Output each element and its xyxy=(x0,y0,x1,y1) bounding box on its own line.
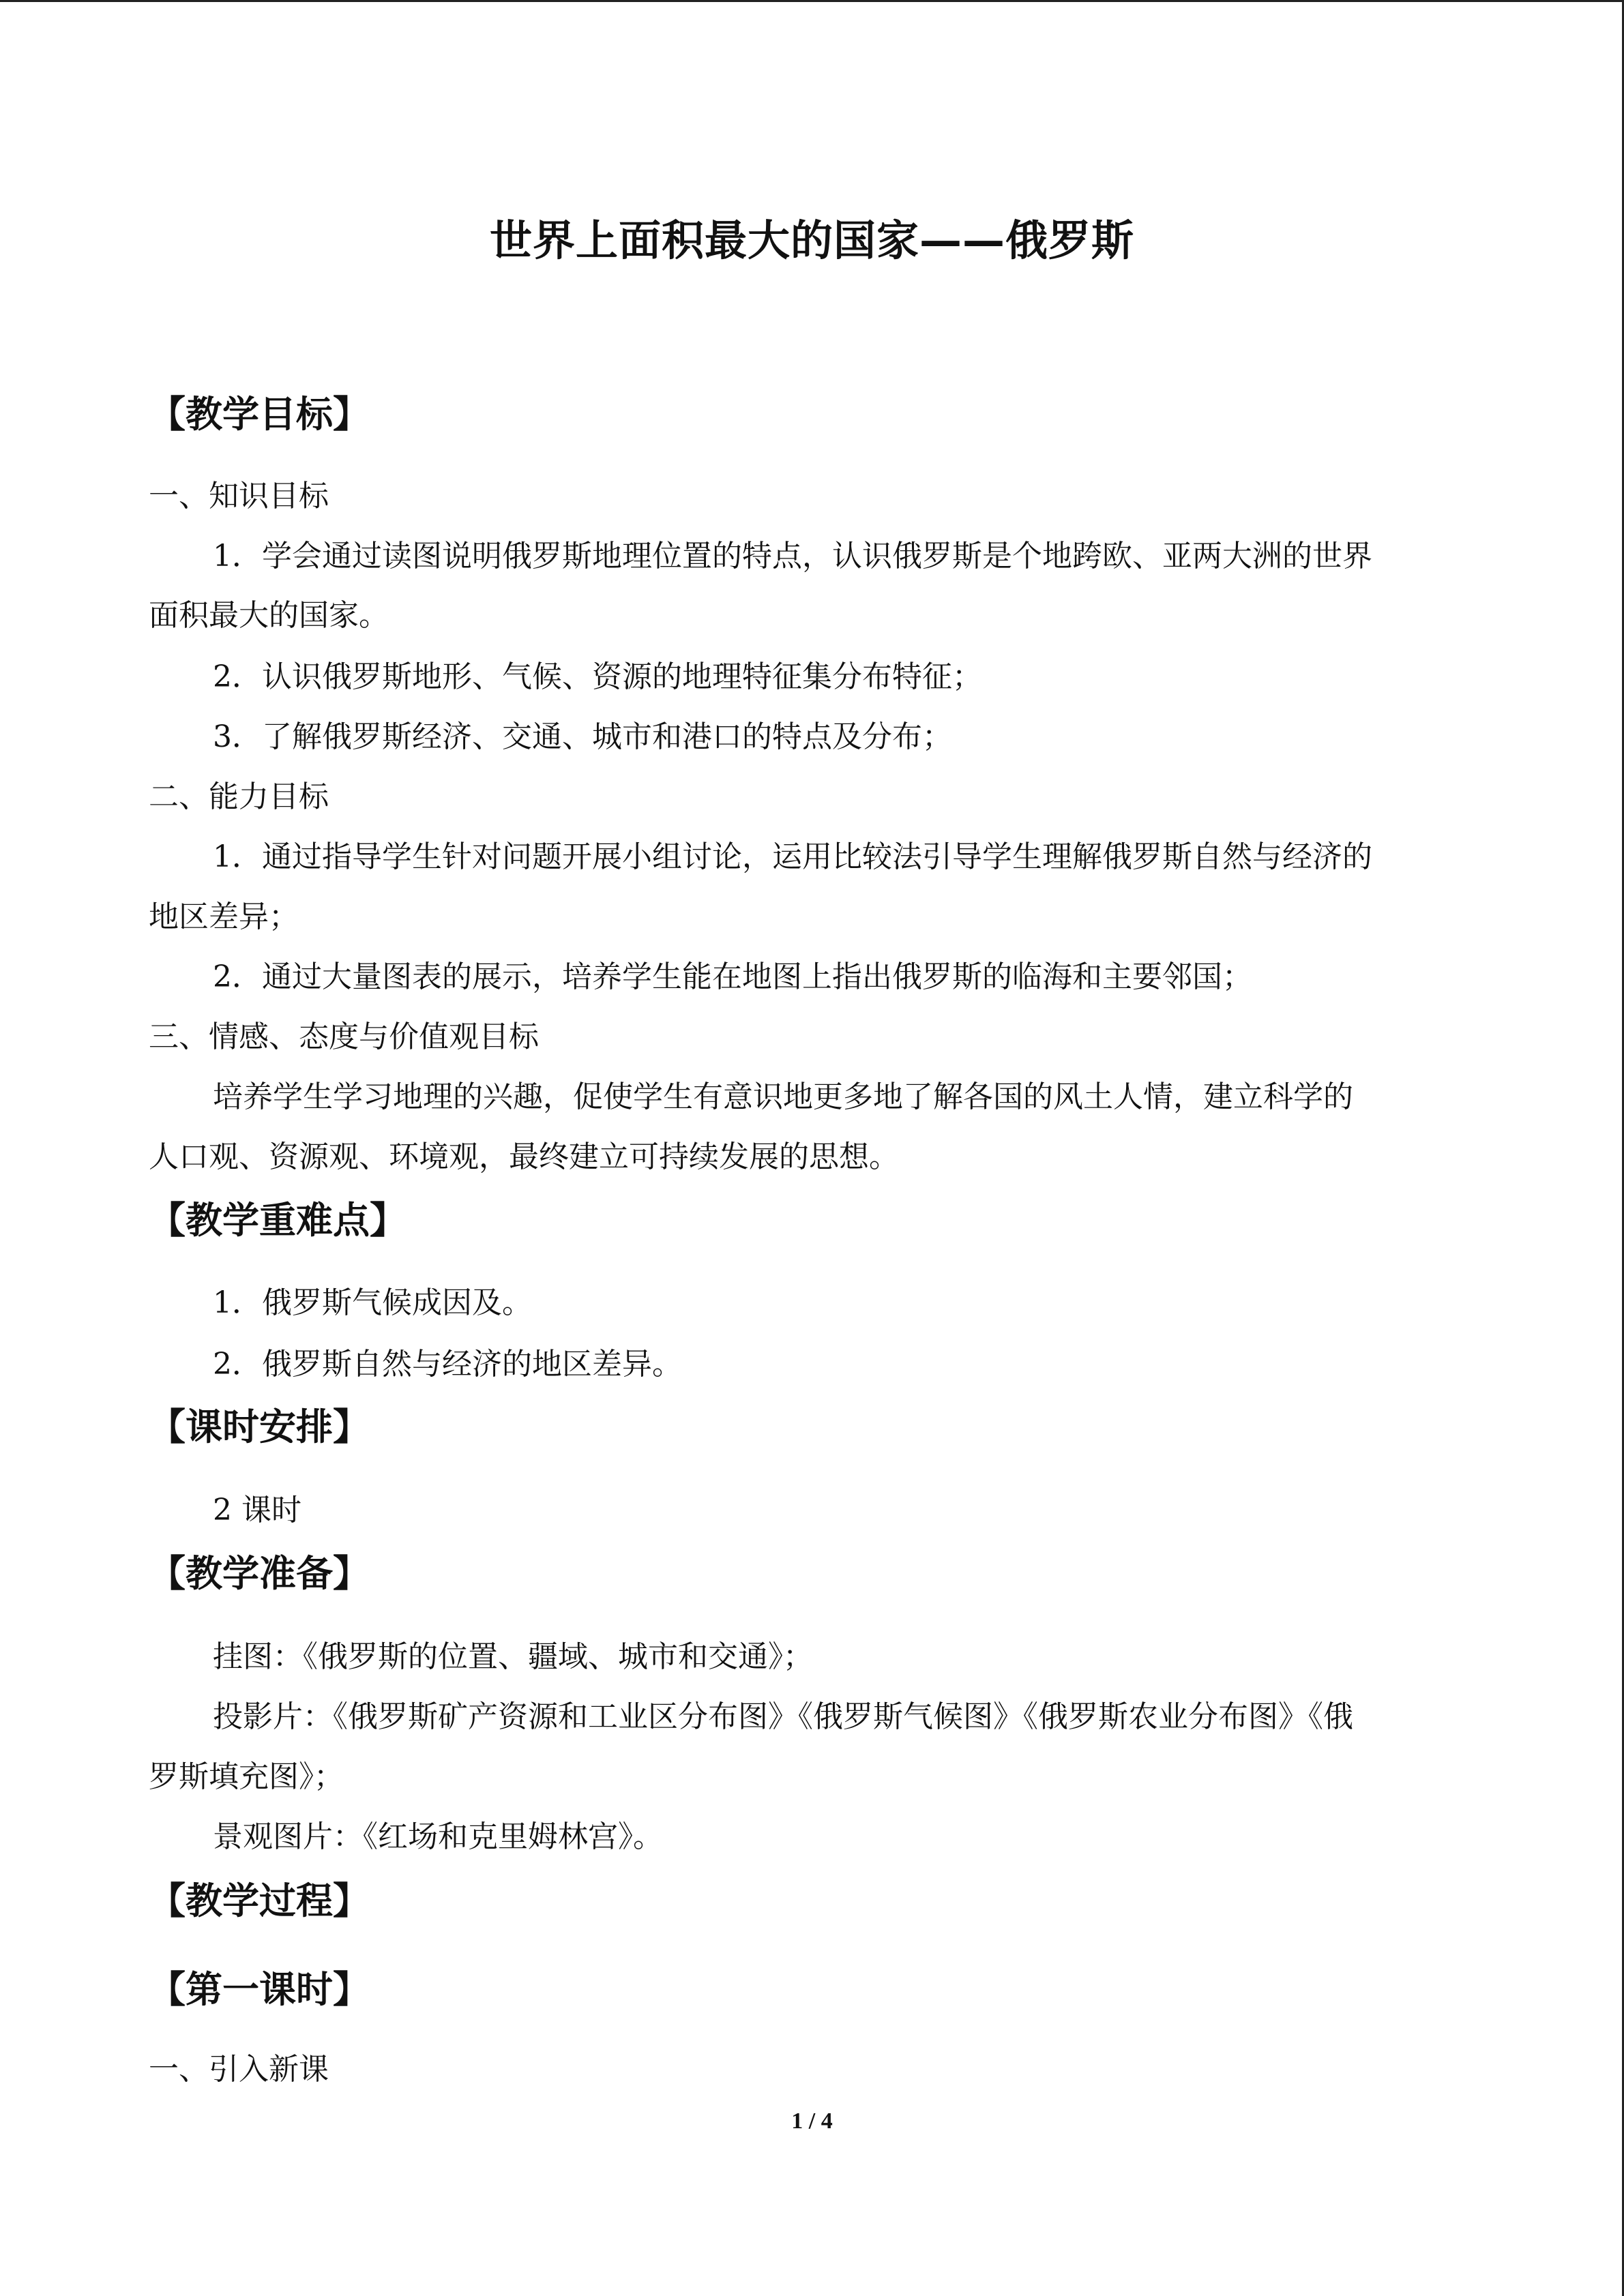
section-heading-lesson1: 【第一课时】 xyxy=(149,1968,370,2011)
ability-goal-1-line1: 1．通过指导学生针对问题开展小组讨论，运用比较法引导学生理解俄罗斯自然与经济的 xyxy=(213,839,1372,874)
knowledge-goal-2: 2．认识俄罗斯地形、气候、资源的地理特征集分布特征； xyxy=(213,659,982,694)
section-heading-keypoints: 【教学重难点】 xyxy=(149,1199,407,1242)
preparation-wall-chart: 挂图：《俄罗斯的位置、疆域、城市和交通》； xyxy=(213,1639,813,1674)
preparation-slides-line2: 罗斯填充图》； xyxy=(149,1759,344,1794)
preparation-pictures: 景观图片：《红场和克里姆林宫》。 xyxy=(213,1819,663,1854)
section-heading-preparation: 【教学准备】 xyxy=(149,1552,370,1595)
lesson1-step1: 一、引入新课 xyxy=(149,2052,329,2087)
knowledge-goal-3: 3．了解俄罗斯经济、交通、城市和港口的特点及分布； xyxy=(213,719,952,754)
emotion-goals-label: 三、情感、态度与价值观目标 xyxy=(149,1019,539,1054)
emotion-goal-line2: 人口观、资源观、环境观，最终建立可持续发展的思想。 xyxy=(149,1139,899,1174)
emotion-goal-line1: 培养学生学习地理的兴趣，促使学生有意识地更多地了解各国的风土人情，建立科学的 xyxy=(213,1079,1353,1114)
ability-goal-2: 2．通过大量图表的展示，培养学生能在地图上指出俄罗斯的临海和主要邻国； xyxy=(213,959,1252,994)
knowledge-goal-1-line1: 1．学会通过读图说明俄罗斯地理位置的特点，认识俄罗斯是个地跨欧、亚两大洲的世界 xyxy=(213,539,1372,573)
section-heading-process: 【教学过程】 xyxy=(149,1879,370,1922)
keypoint-2: 2．俄罗斯自然与经济的地区差异。 xyxy=(213,1347,682,1382)
keypoint-1: 1．俄罗斯气候成因及。 xyxy=(213,1285,532,1320)
document-title: 世界上面积最大的国家——俄罗斯 xyxy=(489,215,1134,265)
ability-goal-1-line2: 地区差异； xyxy=(149,899,299,934)
page-number: 1 / 4 xyxy=(791,2108,833,2134)
section-heading-schedule: 【课时安排】 xyxy=(149,1405,370,1448)
section-heading-objectives: 【教学目标】 xyxy=(149,393,370,436)
schedule-text: 2 课时 xyxy=(213,1493,301,1527)
knowledge-goal-1-line2: 面积最大的国家。 xyxy=(149,598,389,633)
knowledge-goals-label: 一、知识目标 xyxy=(149,479,329,513)
preparation-slides-line1: 投影片：《俄罗斯矿产资源和工业区分布图》《俄罗斯气候图》《俄罗斯农业分布图》《俄 xyxy=(213,1699,1353,1734)
ability-goals-label: 二、能力目标 xyxy=(149,779,329,814)
